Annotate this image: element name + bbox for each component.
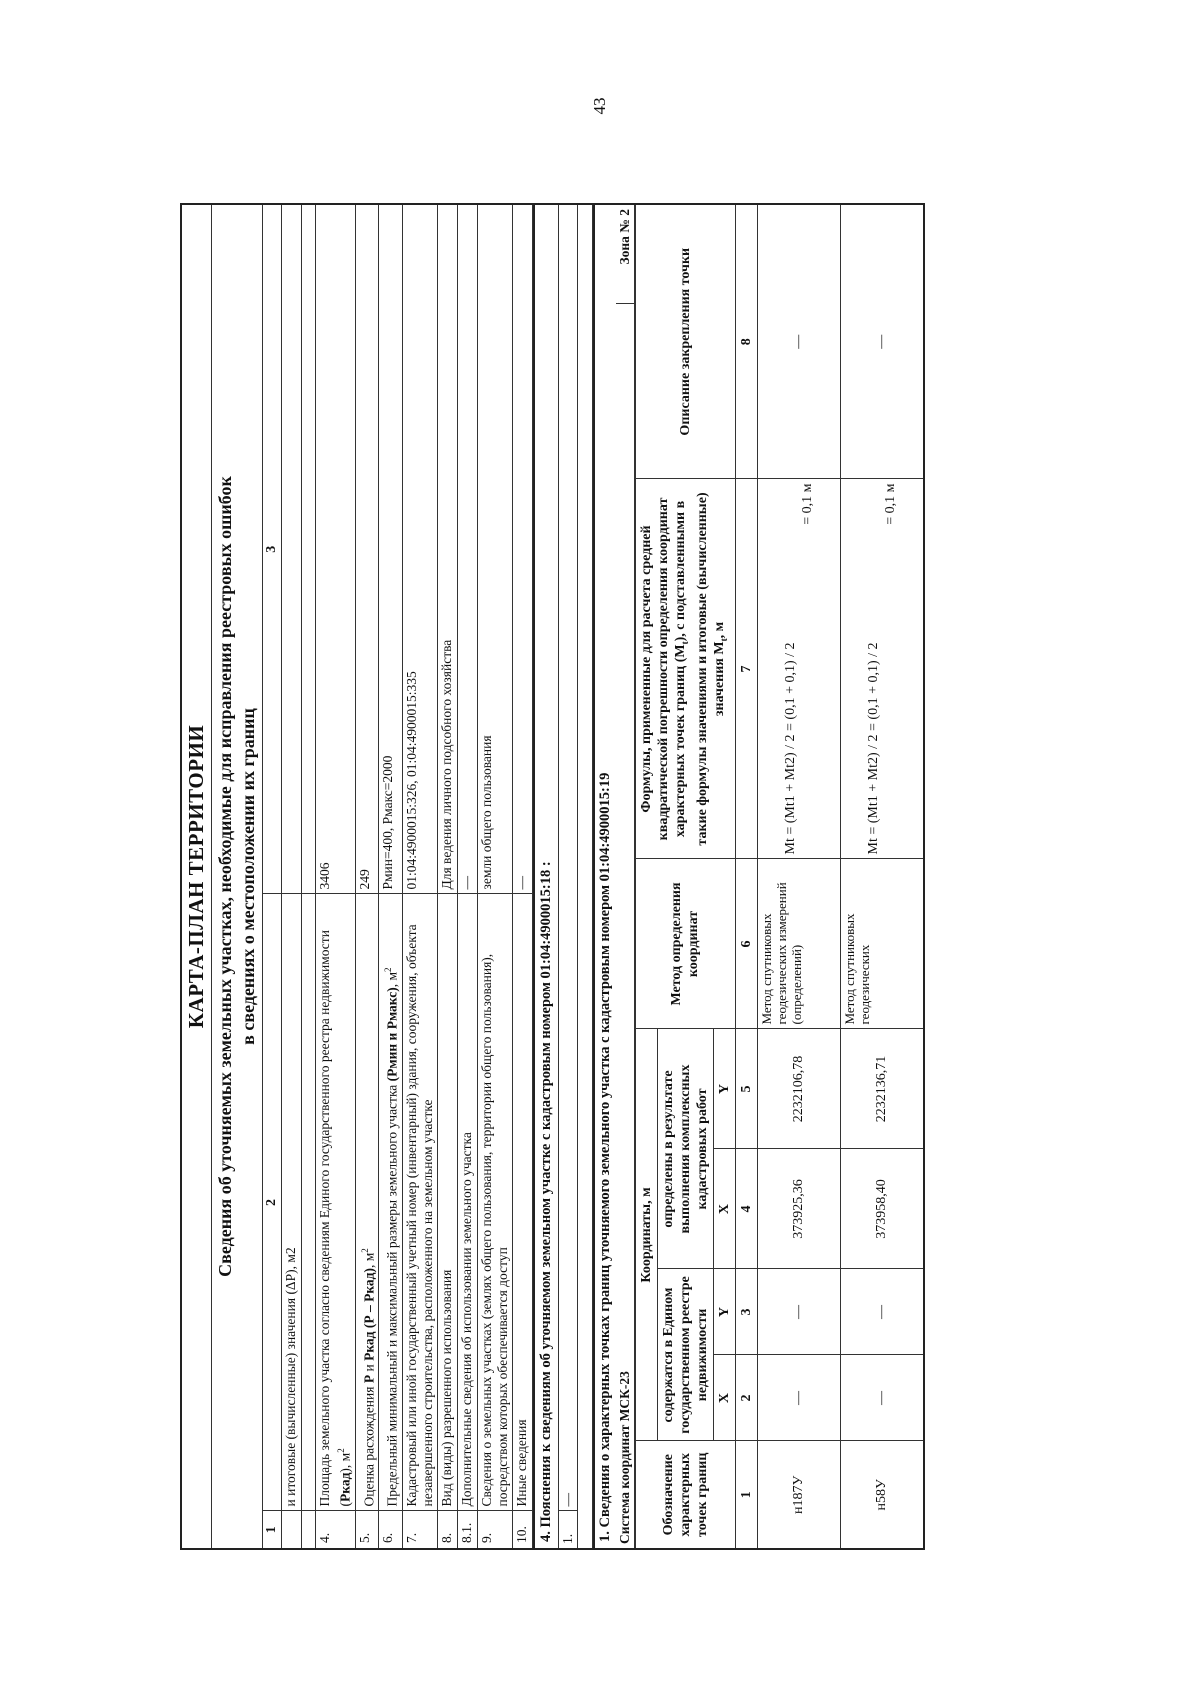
formula-header-part: ), с подставленными в такие формулы значениями и итоговые (вычисленные) значения M bbox=[672, 492, 727, 846]
row-label-bold: Ркад bbox=[337, 1472, 353, 1502]
table-row bbox=[757, 204, 840, 1549]
row-label-part: и bbox=[361, 1360, 376, 1375]
y-value: 2232136,71 bbox=[840, 1029, 924, 1149]
x-value: 373925,36 bbox=[757, 1149, 840, 1269]
x-egrn: — bbox=[840, 1355, 924, 1441]
table-row bbox=[302, 204, 316, 1549]
row-label: Оценка расхождения Р и Ркад (Р – Ркад), $м^2$ bbox=[355, 894, 379, 1511]
row-label-bold: (Рмин и Рмакс) bbox=[384, 987, 400, 1082]
section-1-header bbox=[593, 203, 635, 1550]
table-row bbox=[355, 204, 379, 1549]
row-number: 8. bbox=[437, 1511, 457, 1549]
row-label: Кадастровый или иной государственный учетный номер (инвентарный) здания, сооружения, объекта незавершенного строительства, расположенного на земельном участке bbox=[402, 894, 437, 1511]
egrn-coords-header: содержатся в Едином государственном реестре недвижимости bbox=[657, 1269, 713, 1441]
y-header: Y bbox=[713, 1029, 735, 1149]
formula-text: Mt = (Mt1 + Mt2) / 2 = (0,1 + 0,1) / 2 bbox=[782, 642, 798, 855]
column-header-2: 2 bbox=[263, 894, 282, 1511]
formula-value bbox=[757, 479, 840, 859]
column-number: 2 bbox=[735, 1355, 757, 1441]
subtitle-line-1: Сведения об уточняемых земельных участках, необходимые для исправления реестровых ошибок bbox=[215, 476, 235, 1277]
formula-header bbox=[635, 479, 735, 859]
x-value: 373958,40 bbox=[840, 1149, 924, 1269]
row-label: Площадь земельного участка согласно сведениям Единого государственного реестра недвижимости (Ркад), $м^2$ bbox=[316, 894, 356, 1511]
table-row bbox=[282, 204, 302, 1549]
page-subtitle bbox=[212, 204, 263, 1549]
section-1-title: 1. Сведения о характерных точках границ уточняемого земельного участка с кадастровым номером 01:04:4900015:19 bbox=[594, 204, 616, 1549]
table-row bbox=[840, 204, 924, 1549]
description-header: Описание закрепления точки bbox=[635, 204, 735, 479]
x-egrn: — bbox=[757, 1355, 840, 1441]
y-header: Y bbox=[713, 1269, 735, 1355]
subtitle-line-2: в сведениях о местоположении их границ bbox=[238, 708, 258, 1045]
notes-title: 4. Пояснения к сведениям об уточняемом земельном участке с кадастровым номером 01:04:4900015:18 : bbox=[534, 204, 559, 1549]
column-number: 4 bbox=[735, 1149, 757, 1269]
y-value: 2232106,78 bbox=[757, 1029, 840, 1149]
column-header-3: 3 bbox=[263, 204, 282, 894]
row-value: 01:04:4900015:326, 01:04:4900015:335 bbox=[402, 204, 437, 894]
table-row bbox=[477, 204, 512, 1549]
row-label-bold: Ркад (Р – Ркад) bbox=[361, 1268, 376, 1361]
row-number: 4. bbox=[316, 1511, 356, 1549]
row-number: 9. bbox=[477, 1511, 512, 1549]
column-number: 1 bbox=[735, 1441, 757, 1549]
determined-coords-header: определены в результате выполнения комплексных кадастровых работ bbox=[657, 1029, 713, 1269]
landscape-page bbox=[180, 205, 1058, 1550]
point-name-header: Обозначение характерных точек границ bbox=[635, 1441, 735, 1549]
method-value: Метод спутниковых геодезических bbox=[840, 859, 924, 1029]
row-label-part: Оценка расхождения bbox=[361, 1383, 376, 1507]
point-name: н58У bbox=[840, 1441, 924, 1549]
row-value: — bbox=[512, 204, 532, 894]
row-label: Сведения о земельных участках (землях общего пользования, территории общего пользования), посредством которых обеспечивается доступ bbox=[477, 894, 512, 1511]
row-label-part: , м bbox=[384, 971, 400, 988]
row-label: Вид (виды) разрешенного использования bbox=[437, 894, 457, 1511]
table-row bbox=[316, 204, 356, 1549]
table-row bbox=[379, 204, 403, 1549]
note-number: 1. bbox=[558, 1511, 577, 1549]
column-number: 8 bbox=[735, 204, 757, 479]
row-label-bold: Р bbox=[361, 1374, 376, 1384]
row-number: 6. bbox=[379, 1511, 403, 1549]
y-egrn: — bbox=[757, 1269, 840, 1355]
table-row bbox=[512, 204, 532, 1549]
row-number: 7. bbox=[402, 1511, 437, 1549]
row-value: Для ведения личного подсобного хозяйства bbox=[437, 204, 457, 894]
table-row bbox=[558, 204, 577, 1549]
boundary-points-table bbox=[635, 203, 925, 1550]
formula-header-sub: t bbox=[679, 641, 690, 645]
row-number: 8.1. bbox=[457, 1511, 477, 1549]
column-number: 5 bbox=[735, 1029, 757, 1149]
row-value: 3406 bbox=[316, 204, 356, 894]
formula-text: Mt = (Mt1 + Mt2) / 2 = (0,1 + 0,1) / 2 bbox=[865, 642, 881, 855]
row-value: земли общего пользования bbox=[477, 204, 512, 894]
row-label: и итоговые (вычисленные) значения (ΔP), м2 bbox=[282, 894, 302, 1511]
zone-label: Зона № 2 bbox=[616, 204, 635, 304]
row-number: 5. bbox=[355, 1511, 379, 1549]
table-row bbox=[457, 204, 477, 1549]
description-value: — bbox=[840, 204, 924, 479]
row-label: Предельный минимальный и максимальный размеры земельного участка (Рмин и Рмакс), $м^2$ bbox=[379, 894, 403, 1511]
method-header: Метод определения координат bbox=[635, 859, 735, 1029]
notes-table bbox=[533, 203, 593, 1550]
row-value: Рмин=400, Рмакс=2000 bbox=[379, 204, 403, 894]
document-frame bbox=[180, 205, 925, 1550]
note-text: — bbox=[558, 204, 577, 1511]
row-value bbox=[282, 204, 302, 894]
description-value: — bbox=[757, 204, 840, 479]
formula-header-sub: t bbox=[718, 638, 729, 642]
column-number: 7 bbox=[735, 479, 757, 859]
row-number: 10. bbox=[512, 1511, 532, 1549]
table-row bbox=[402, 204, 437, 1549]
x-header: X bbox=[713, 1355, 735, 1441]
point-name: н187У bbox=[757, 1441, 840, 1549]
row-number bbox=[282, 1511, 302, 1549]
method-value: Метод спутниковых геодезических измерений (определений) bbox=[757, 859, 840, 1029]
row-label-part: Площадь земельного участка согласно сведениям Единого государственного реестра недвижимости ( bbox=[317, 930, 353, 1507]
row-value: — bbox=[457, 204, 477, 894]
formula-header-part: , м bbox=[711, 621, 727, 639]
column-header-1: 1 bbox=[263, 1511, 282, 1549]
page-title: КАРТА-ПЛАН ТЕРРИТОРИИ bbox=[181, 204, 212, 1549]
row-label-part: , м bbox=[361, 1252, 376, 1268]
coordinates-header: Координаты, м bbox=[635, 1029, 657, 1441]
coordinate-system: Система координат МСК-23 bbox=[616, 304, 635, 1549]
formula-result: = 0,1 м bbox=[799, 483, 815, 525]
parcel-info-table bbox=[180, 203, 533, 1550]
formula-result: = 0,1 м bbox=[882, 483, 898, 525]
row-value: 249 bbox=[355, 204, 379, 894]
page-number: 43 bbox=[590, 97, 609, 115]
column-number: 6 bbox=[735, 859, 757, 1029]
x-header: X bbox=[713, 1149, 735, 1269]
formula-value bbox=[840, 479, 924, 859]
formula-header-part: Формулы, примененные для расчета средней квадратической погрешности определения координат характерных точек границ (M bbox=[638, 497, 688, 841]
column-number: 3 bbox=[735, 1269, 757, 1355]
table-row bbox=[437, 204, 457, 1549]
row-label: Иные сведения bbox=[512, 894, 532, 1511]
row-label-part: Предельный минимальный и максимальный размеры земельного участка bbox=[384, 1081, 400, 1507]
y-egrn: — bbox=[840, 1269, 924, 1355]
row-label-part: ), м bbox=[337, 1452, 353, 1473]
row-label: Дополнительные сведения об использовании земельного участка bbox=[457, 894, 477, 1511]
